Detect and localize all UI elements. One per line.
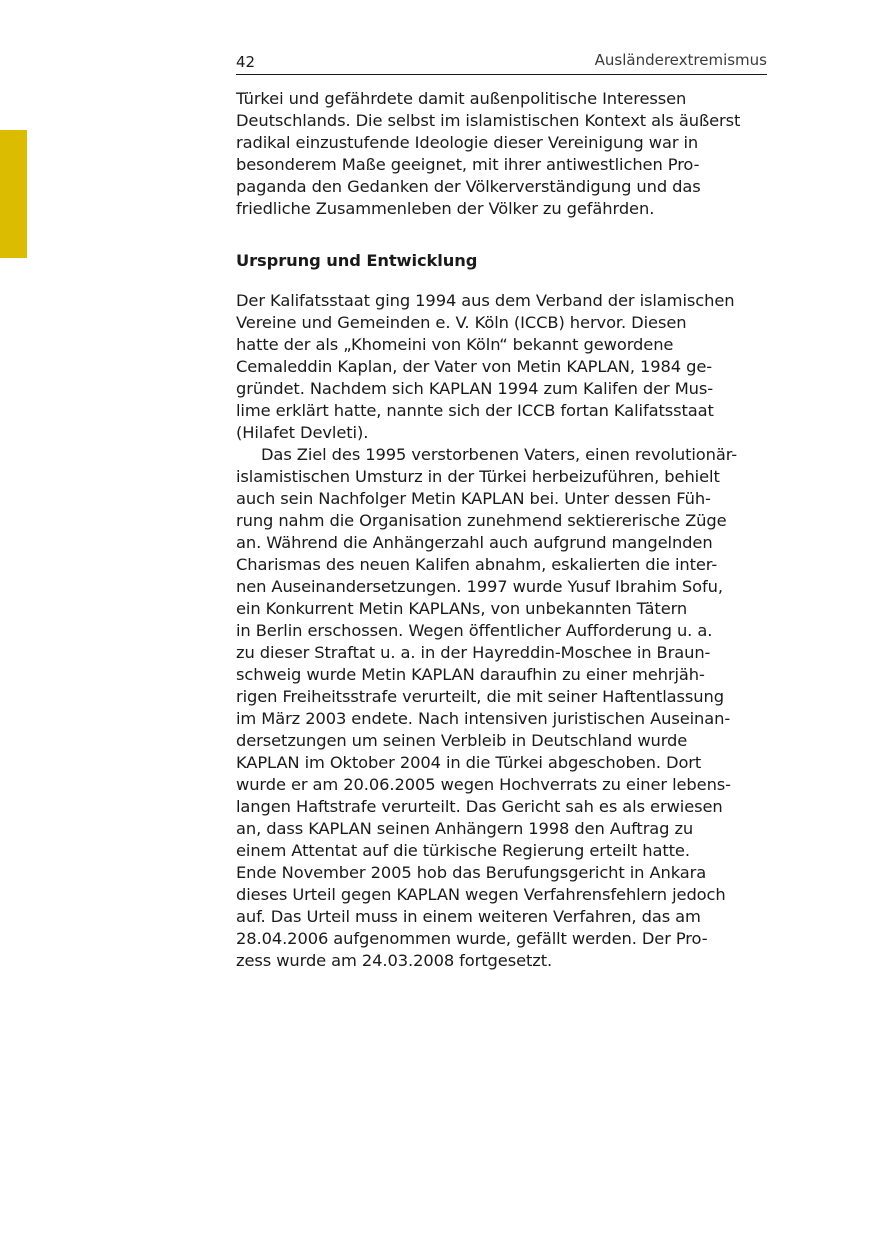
text-line: hatte der als „Khomeini von Köln“ bekannt gewordene	[236, 335, 674, 354]
text-line: dieses Urteil gegen KAPLAN wegen Verfahrensfehlern jedoch	[236, 885, 726, 904]
text-line: Der Kalifatsstaat ging 1994 aus dem Verband der islamischen	[236, 291, 735, 310]
text-line: KAPLAN im Oktober 2004 in die Türkei abgeschoben. Dort	[236, 753, 702, 772]
text-line: an. Während die Anhängerzahl auch aufgrund mangelnden	[236, 533, 713, 552]
text-line: Ende November 2005 hob das Berufungsgericht in Ankara	[236, 863, 707, 882]
text-line: besonderem Maße geeignet, mit ihrer antiwestlichen Pro-	[236, 155, 700, 174]
text-line: Deutschlands. Die selbst im islamistischen Kontext als äußerst	[236, 111, 741, 130]
page-number: 42	[236, 53, 256, 71]
text-line: 28.04.2006 aufgenommen wurde, gefällt werden. Der Pro-	[236, 929, 708, 948]
section-heading: Ursprung und Entwicklung	[236, 251, 478, 270]
text-line: auf. Das Urteil muss in einem weiteren Verfahren, das am	[236, 907, 701, 926]
text-line: zu dieser Straftat u. a. in der Hayreddin-Moschee in Braun-	[236, 643, 711, 662]
text-line: friedliche Zusammenleben der Völker zu gefährden.	[236, 199, 655, 218]
text-line: an, dass KAPLAN seinen Anhängern 1998 den Auftrag zu	[236, 819, 694, 838]
text-line: zess wurde am 24.03.2008 fortgesetzt.	[236, 951, 553, 970]
text-line: radikal einzustufende Ideologie dieser Vereinigung war in	[236, 133, 699, 152]
main-text	[236, 290, 776, 972]
intro-paragraph	[236, 88, 776, 220]
text-line: gründet. Nachdem sich KAPLAN 1994 zum Kalifen der Mus-	[236, 379, 714, 398]
text-line: auch sein Nachfolger Metin KAPLAN bei. Unter dessen Füh-	[236, 489, 711, 508]
text-line: schweig wurde Metin KAPLAN daraufhin zu einer mehrjäh-	[236, 665, 705, 684]
page-header	[236, 50, 767, 75]
text-line: Cemaleddin Kaplan, der Vater von Metin KAPLAN, 1984 ge-	[236, 357, 713, 376]
running-head: Ausländerextremismus	[594, 51, 767, 69]
text-line: rung nahm die Organisation zunehmend sektiererische Züge	[236, 511, 727, 530]
text-line: ein Konkurrent Metin KAPLANs, von unbekannten Tätern	[236, 599, 688, 618]
text-line: Das Ziel des 1995 verstorbenen Vaters, einen revolutionär-	[261, 445, 738, 464]
text-line: in Berlin erschossen. Wegen öffentlicher Aufforderung u. a.	[236, 621, 713, 640]
text-line: langen Haftstrafe verurteilt. Das Gericht sah es als erwiesen	[236, 797, 723, 816]
text-line: nen Auseinandersetzungen. 1997 wurde Yusuf Ibrahim Sofu,	[236, 577, 723, 596]
text-line: wurde er am 20.06.2005 wegen Hochverrats zu einer lebens-	[236, 775, 731, 794]
chapter-marker-tab	[0, 130, 27, 258]
text-line: islamistischen Umsturz in der Türkei herbeizuführen, behielt	[236, 467, 720, 486]
text-line: (Hilafet Devleti).	[236, 423, 369, 442]
text-line: Türkei und gefährdete damit außenpolitische Interessen	[236, 89, 687, 108]
text-line: einem Attentat auf die türkische Regierung erteilt hatte.	[236, 841, 690, 860]
text-line: lime erklärt hatte, nannte sich der ICCB fortan Kalifatsstaat	[236, 401, 714, 420]
text-line: im März 2003 endete. Nach intensiven juristischen Auseinan-	[236, 709, 731, 728]
text-line: rigen Freiheitsstrafe verurteilt, die mit seiner Haftentlassung	[236, 687, 724, 706]
text-line: dersetzungen um seinen Verbleib in Deutschland wurde	[236, 731, 688, 750]
text-line: Charismas des neuen Kalifen abnahm, eskalierten die inter-	[236, 555, 718, 574]
text-line: Vereine und Gemeinden e. V. Köln (ICCB) hervor. Diesen	[236, 313, 687, 332]
text-line: paganda den Gedanken der Völkerverständigung und das	[236, 177, 701, 196]
